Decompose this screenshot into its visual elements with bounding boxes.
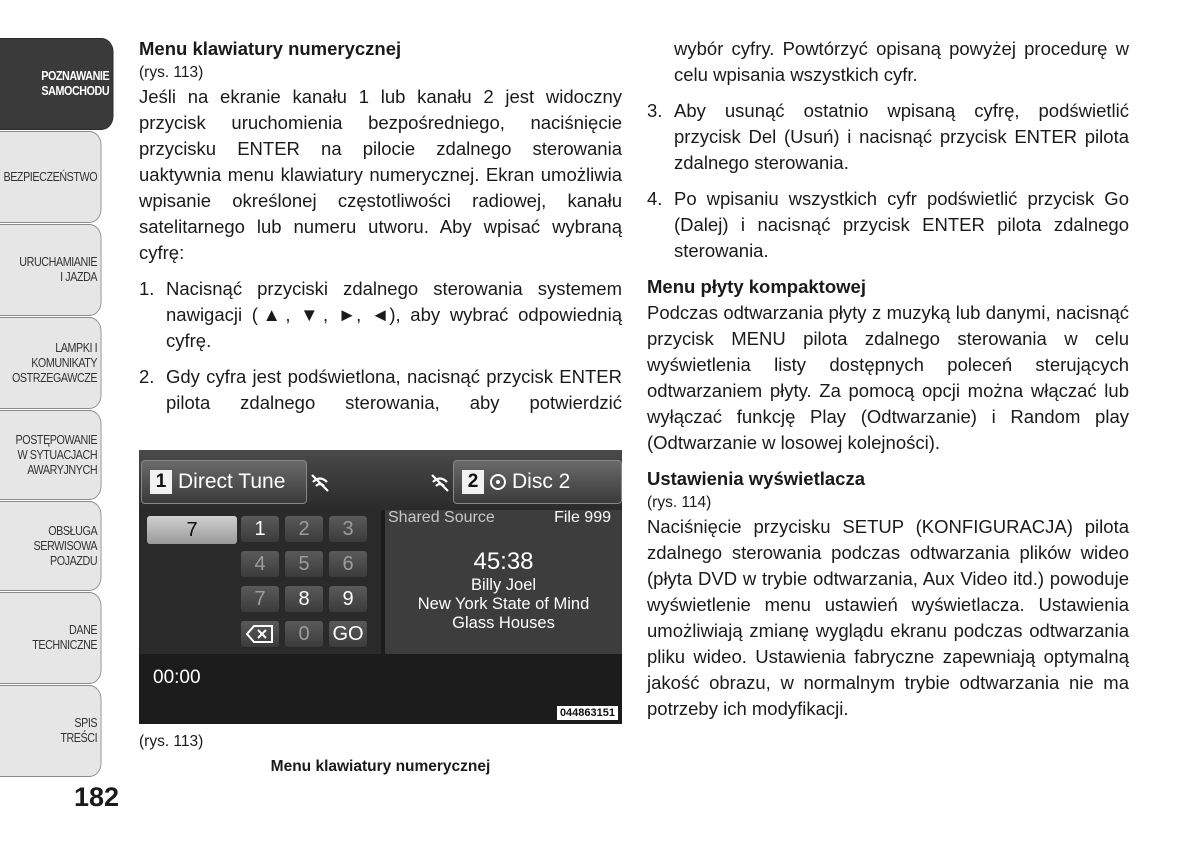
chapter-tab-label: URUCHAMIANIE I JAZDA <box>19 255 98 284</box>
album-title: Glass Houses <box>452 614 555 632</box>
artist-name: Billy Joel <box>470 576 537 594</box>
chapter-tab-postepowanie-w-sytuacjach[interactable] <box>0 410 101 500</box>
section-heading-numeric-keypad: Menu klawiatury numerycznej <box>139 38 402 59</box>
song-title: New York State of Mind <box>417 595 590 613</box>
figure-caption: Menu klawiatury numerycznej <box>270 758 491 775</box>
figure-reference: (rys. 113) <box>139 64 204 81</box>
no-signal-icon <box>429 472 451 494</box>
chapter-tab-label: POSTĘPOWANIE W SYTUACJACH AWARYJNYCH <box>15 432 98 477</box>
keypad-key-6[interactable]: 6 <box>329 551 367 577</box>
keypad-key-4[interactable]: 4 <box>241 551 279 577</box>
chapter-tab-bezpieczenstwo[interactable] <box>0 131 101 223</box>
list-item <box>139 364 622 416</box>
delete-key[interactable] <box>241 621 279 647</box>
figure-code-label: 044863151 <box>557 706 618 720</box>
keypad-key-2[interactable]: 2 <box>285 516 323 542</box>
figure-caption-reference: (rys. 113) <box>139 733 204 750</box>
list-item-number: 3. <box>647 100 663 121</box>
no-signal-icon <box>309 472 331 494</box>
file-label: File 999 <box>554 509 611 526</box>
chapter-tab-poznawanie-samochodu[interactable] <box>0 38 114 130</box>
backspace-icon <box>245 624 275 644</box>
chapter-tab-label: LAMPKI I KOMUNIKATY OSTRZEGAWCZE <box>11 340 98 385</box>
disc-icon <box>490 474 506 490</box>
entry-field[interactable]: 7 <box>147 516 237 544</box>
radio-screen-figure <box>139 450 622 724</box>
chapter-tab-label: POZNAWANIE SAMOCHODU <box>41 69 110 98</box>
display-settings-paragraph: Naciśnięcie przycisku SETUP (KONFIGURACJA) pilota zdalnego sterowania podczas odtwarzania plików wideo (płyta DVD w trybie odtwarzania, Aux Video itd.) powoduje wyświetlenie menu ustawień wyświetlacza. Ustawienia umożliwiają zmianę wyglądu ekranu podczas odtwarzania pliku wideo. Ustawienia fabryczne zapewniają optymalną jakość obrazu, w normalnym trybie odtwarzania nie ma potrzeby ich modyfikacji. <box>647 516 1129 719</box>
page-number: 182 <box>74 782 120 812</box>
direct-tune-label: Direct Tune <box>178 470 286 493</box>
keypad-key-0[interactable]: 0 <box>285 621 323 647</box>
channel-number-badge: 2 <box>462 470 484 494</box>
chapter-tab-label: OBSŁUGA SERWISOWA POJAZDU <box>33 523 98 568</box>
go-key[interactable]: GO <box>329 621 367 647</box>
shared-source-label: Shared Source <box>388 509 495 526</box>
figure-reference: (rys. 114) <box>647 494 712 511</box>
right-column <box>647 36 1129 722</box>
direct-tune-button[interactable] <box>141 460 307 504</box>
chapter-tab-label: SPIS TREŚCI <box>60 716 98 745</box>
list-item-number: 4. <box>647 188 663 209</box>
disc-2-button[interactable] <box>453 460 622 504</box>
clock-display: 00:00 <box>153 667 201 688</box>
list-item-text: Po wpisaniu wszystkich cyfr podświetlić przycisk Go (Dalej) i nacisnąć przycisk ENTER pilota zdalnego sterowania. <box>674 188 1129 261</box>
section-heading-cd-menu: Menu płyty kompaktowej <box>647 276 866 297</box>
chapter-tab-label: BEZPIECZEŃSTWO <box>3 169 98 184</box>
list-item-text: Nacisnąć przyciski zdalnego sterowania systemem nawigacji (▲, ▼, ►, ◄), aby wybrać odpowiednią cyfrę. <box>166 278 622 351</box>
track-time: 45:38 <box>473 548 534 575</box>
keypad-key-9[interactable]: 9 <box>329 586 367 612</box>
section-heading-display-settings: Ustawienia wyświetlacza <box>647 468 865 489</box>
list-item-continuation: wybór cyfry. Powtórzyć opisaną powyżej procedurę w celu wpisania wszystkich cyfr. <box>674 38 1129 85</box>
chapter-tab-obsluga-serwisowa[interactable] <box>0 501 101 591</box>
cd-menu-paragraph: Podczas odtwarzania płyty z muzyką lub danymi, nacisnąć przycisk MENU pilota zdalnego sterowania w celu wyświetlenia listy dostępnych poleceń sterujących odtwarzaniem płyty. Za pomocą opcji można włączać lub wyłączać funkcję Play (Odtwarzanie) i Random play (Odtwarzanie w losowej kolejności). <box>647 302 1129 453</box>
list-item <box>647 186 1129 264</box>
intro-paragraph: Jeśli na ekranie kanału 1 lub kanału 2 jest widoczny przycisk uruchomienia bezpośredniego, naciśnięcie przycisku ENTER na pilocie zdalnego sterowania uaktywnia menu klawiatury numerycznej. Ekran umożliwia wpisanie określonej częstotliwości radiowej, kanału satelitarnego lub numeru utworu. Aby wpisać wybraną cyfrę: <box>139 86 622 263</box>
channel-number-badge: 1 <box>150 470 172 494</box>
keypad-key-3[interactable]: 3 <box>329 516 367 542</box>
disc-label: Disc 2 <box>512 470 571 493</box>
chapter-tab-spis-tresci[interactable] <box>0 685 101 777</box>
keypad-key-7[interactable]: 7 <box>241 586 279 612</box>
list-item-number: 1. <box>139 278 155 299</box>
list-item <box>647 98 1129 176</box>
chapter-tab-uruchamianie-i-jazda[interactable] <box>0 224 101 316</box>
chapter-tab-label: DANE TECHNICZNE <box>32 623 98 652</box>
list-item-text: Gdy cyfra jest podświetlona, nacisnąć przycisk ENTER pilota zdalnego sterowania, aby potwierdzić <box>166 366 622 413</box>
list-item-text: Aby usunąć ostatnio wpisaną cyfrę, podświetlić przycisk Del (Usuń) i nacisnąć przycisk ENTER pilota zdalnego sterowania. <box>674 100 1129 173</box>
list-item <box>139 276 622 354</box>
chapter-tab-lampki-i-komunikaty[interactable] <box>0 317 101 409</box>
chapter-tab-dane-techniczne[interactable] <box>0 592 101 684</box>
chapter-sidebar <box>0 0 132 847</box>
left-column <box>139 36 622 416</box>
list-item-number: 2. <box>139 366 155 387</box>
keypad-key-8[interactable]: 8 <box>285 586 323 612</box>
keypad-key-1[interactable]: 1 <box>241 516 279 542</box>
keypad-key-5[interactable]: 5 <box>285 551 323 577</box>
